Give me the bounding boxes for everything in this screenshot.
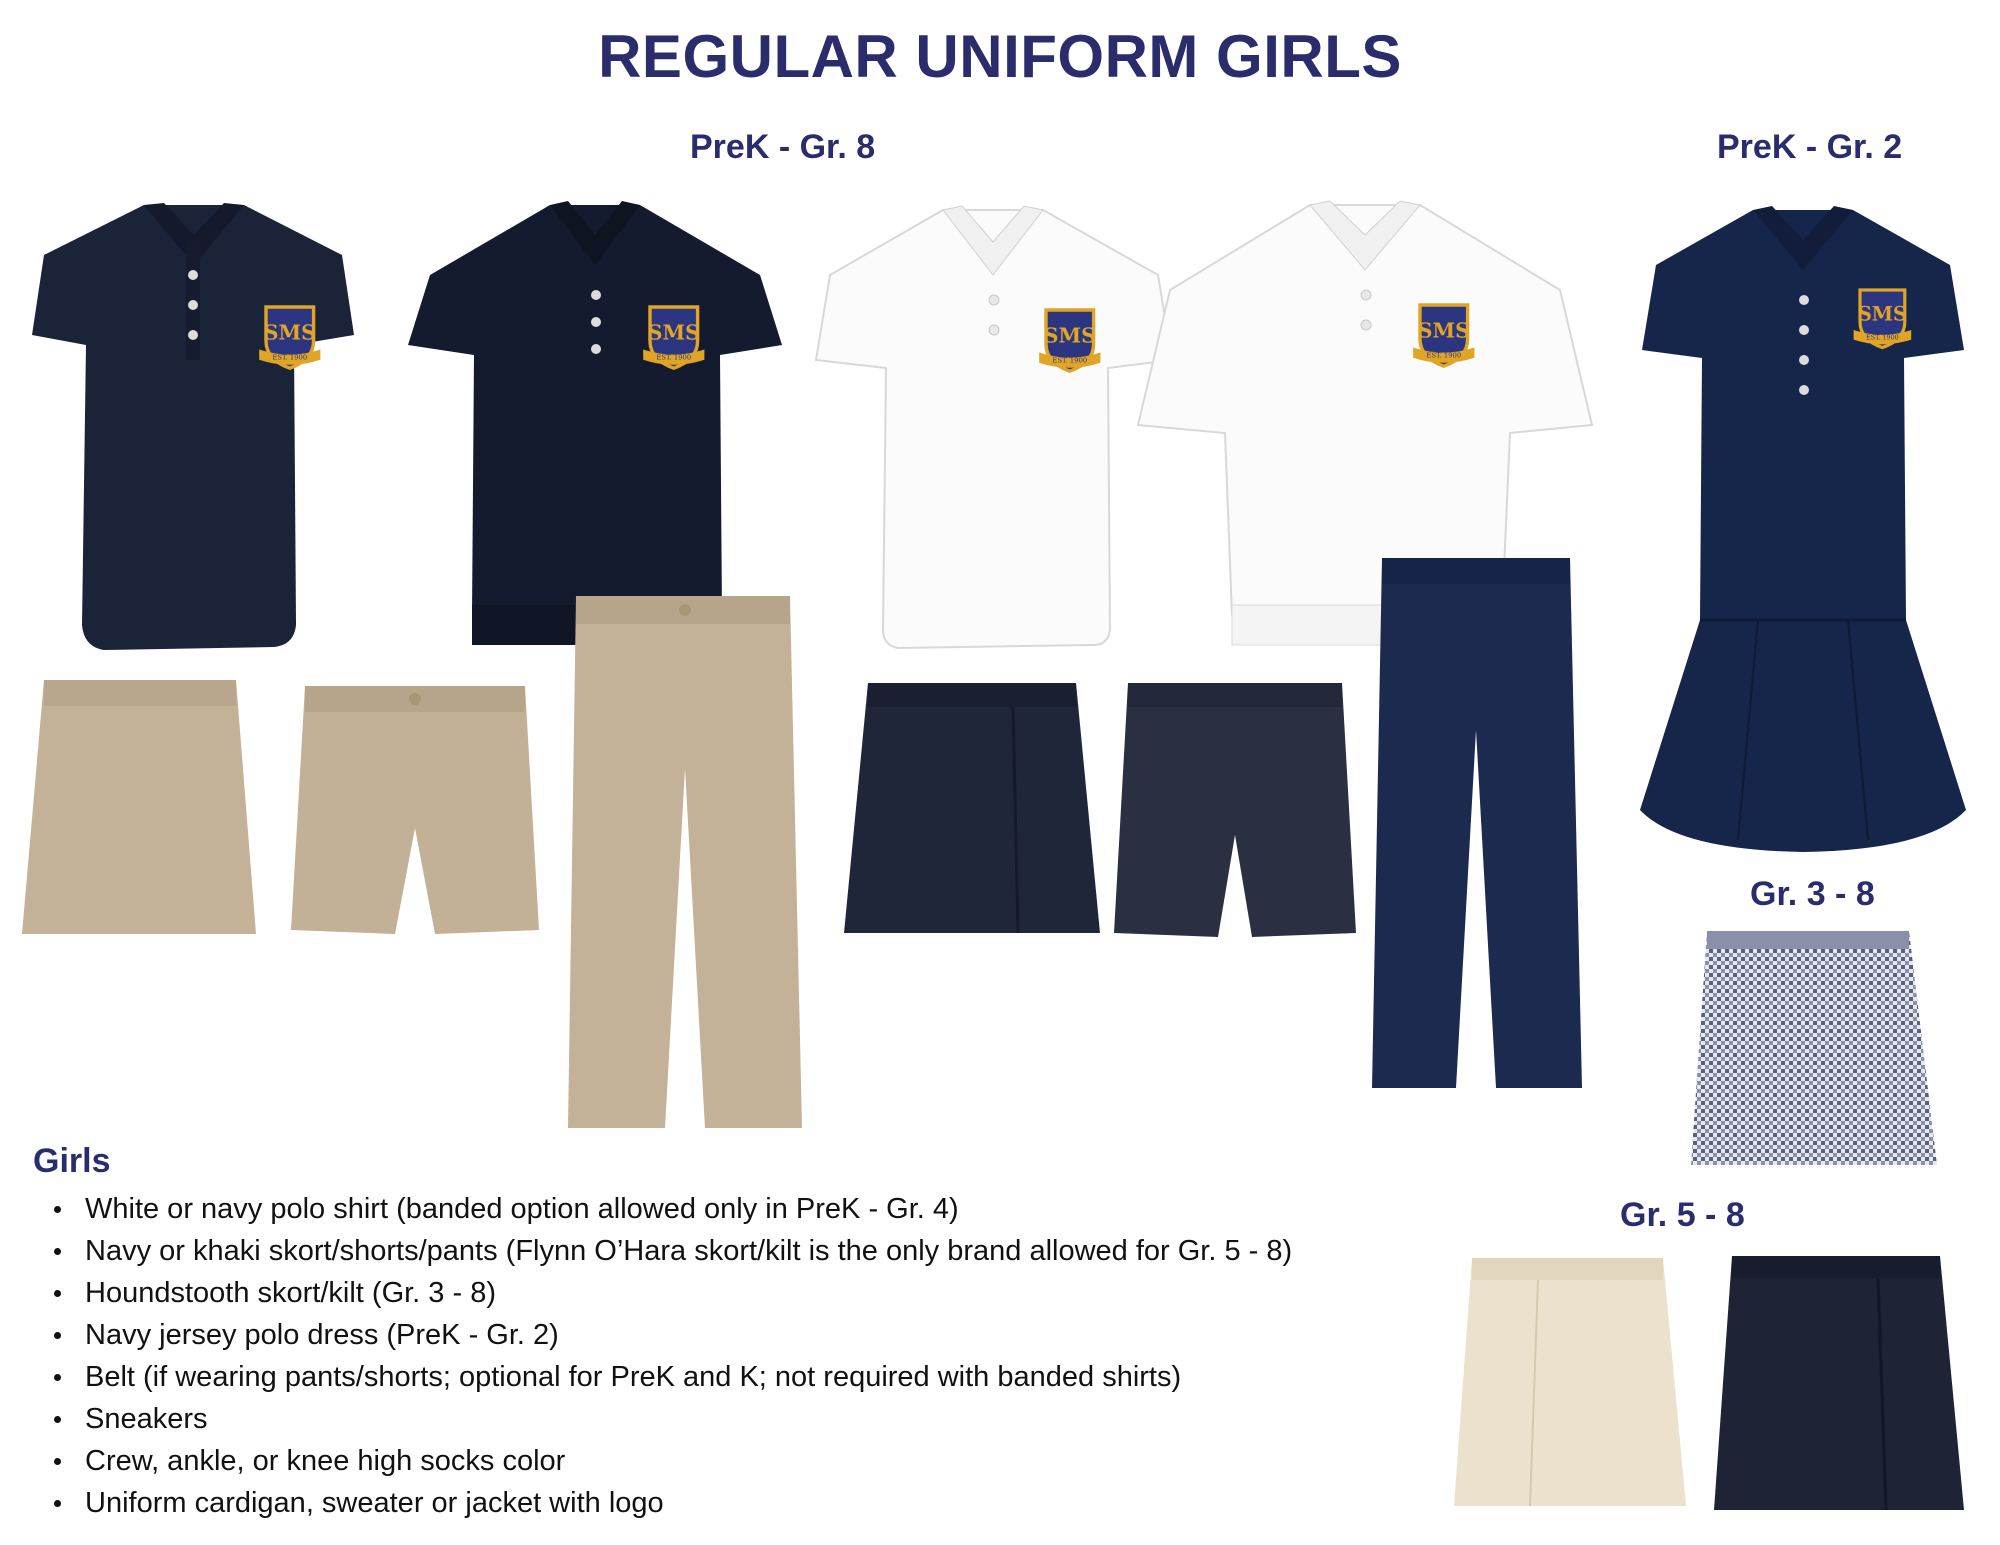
requirements-heading: Girls [33, 1142, 111, 1180]
navy-polo-shirt-banded-image [400, 195, 790, 655]
navy-pants-image [1368, 550, 1588, 1095]
khaki-pants-image [560, 588, 810, 1136]
navy-skort-image [838, 675, 1106, 943]
page-title: REGULAR UNIFORM GIRLS [598, 23, 1402, 90]
houndstooth-skort-image [1685, 925, 1945, 1173]
section-heading-gr5-8: Gr. 5 - 8 [1620, 1196, 1745, 1234]
khaki-shorts-image [285, 678, 545, 940]
list-item: White or navy polo shirt (banded option allowed only in PreK - Gr. 4) [85, 1188, 1292, 1230]
list-item: Belt (if wearing pants/shorts; optional for PreK and K; not required with banded shirts) [85, 1356, 1292, 1398]
navy-shorts-image [1110, 675, 1360, 945]
khaki-skort-image [14, 672, 264, 942]
section-heading-gr3-8: Gr. 3 - 8 [1750, 875, 1875, 913]
list-item: Houndstooth skort/kilt (Gr. 3 - 8) [85, 1272, 1292, 1314]
navy-polo-dress-image [1628, 200, 1978, 860]
list-item: Sneakers [85, 1398, 1292, 1440]
list-item: Navy or khaki skort/shorts/pants (Flynn O’Hara skort/kilt is the only brand allowed for Gr. 5 - 8) [85, 1230, 1292, 1272]
navy-polo-shirt-1-image [24, 195, 364, 655]
section-heading-prek-gr8: PreK - Gr. 8 [690, 128, 876, 166]
list-item: Crew, ankle, or knee high socks color [85, 1440, 1292, 1482]
list-item: Navy jersey polo dress (PreK - Gr. 2) [85, 1314, 1292, 1356]
list-item: Uniform cardigan, sweater or jacket with logo [85, 1482, 1292, 1524]
light-khaki-skort-image [1448, 1252, 1693, 1514]
white-polo-shirt-image [808, 200, 1178, 650]
navy-kilt-skort-image [1708, 1250, 1970, 1518]
requirements-list [29, 1188, 1292, 1524]
section-heading-prek-gr2: PreK - Gr. 2 [1717, 128, 1903, 166]
